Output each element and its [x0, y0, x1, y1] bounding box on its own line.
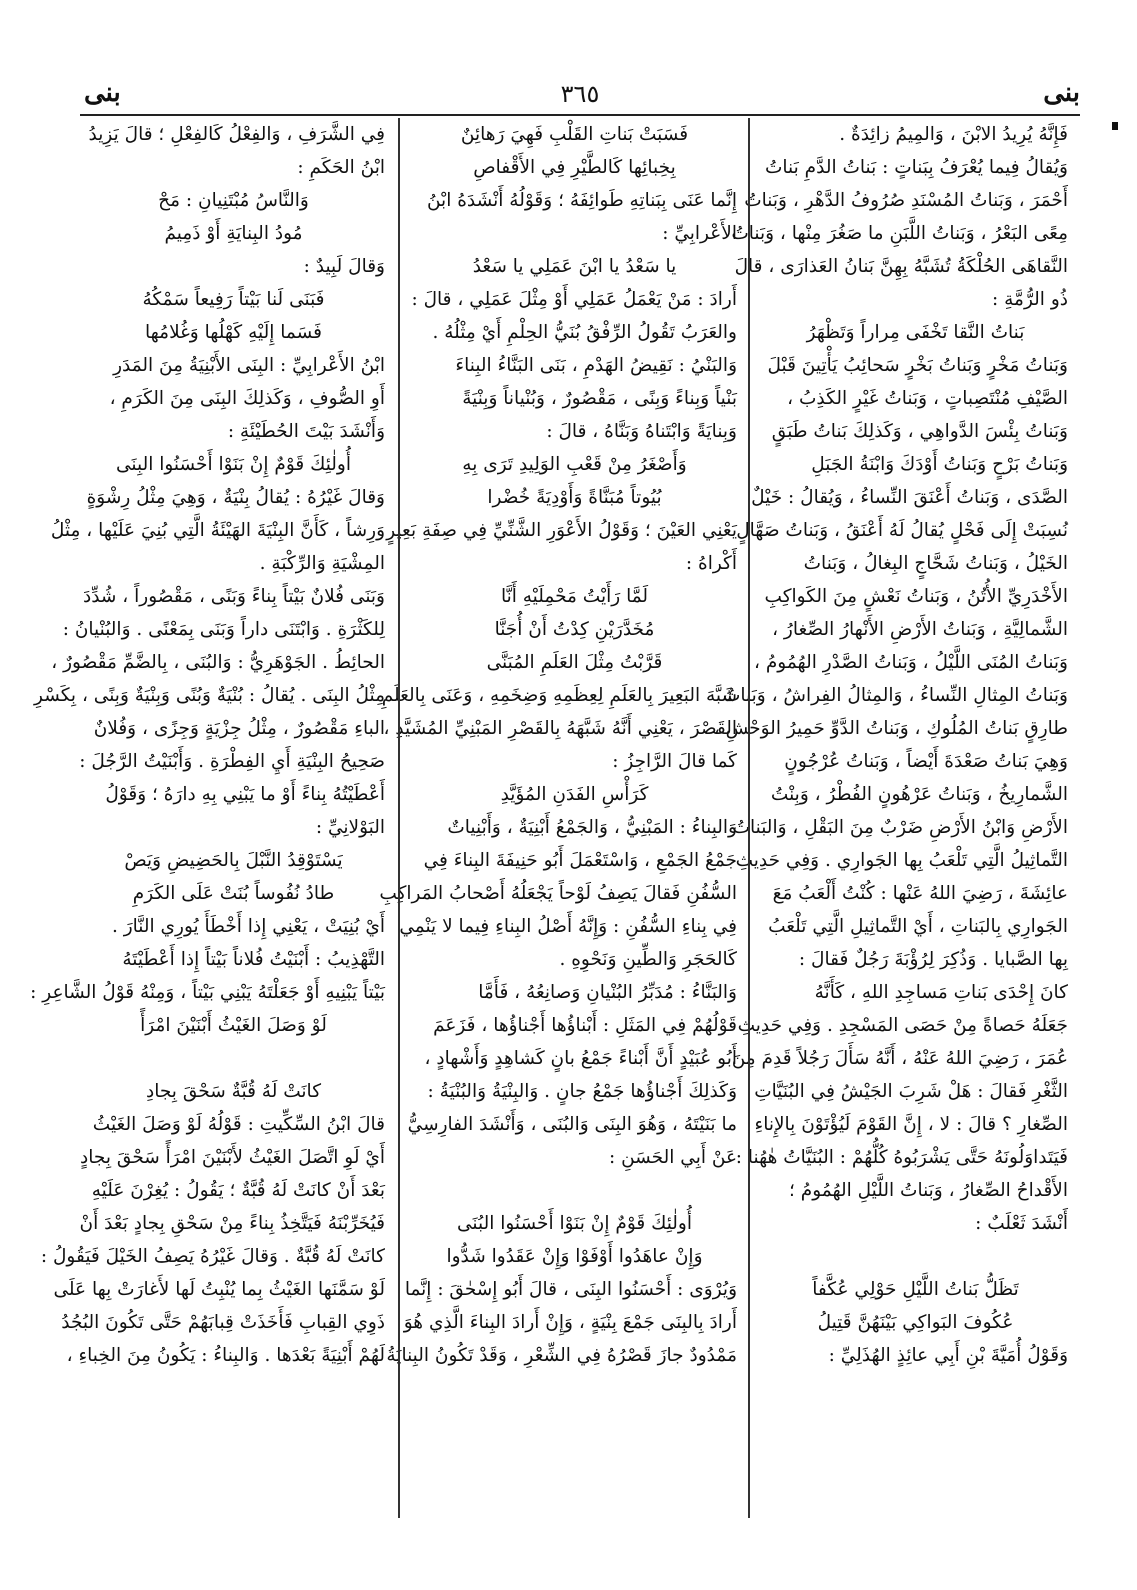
text-line: كانَتْ لَهُ قُبَّةٌ . وَقالَ غَيْرُهُ يَصِفُ الخَيْلَ فَيَقُولُ :: [40, 1246, 385, 1267]
text-line: قَرَّبْتُ مِثْلَ العَلَمِ المُبَنَّى: [486, 652, 663, 673]
text-line: يَسْتَوْقِدُ النَّبْلَ بِالحَضِيضِ وَيَصْ: [124, 850, 343, 871]
column-divider: [748, 118, 750, 1518]
column-divider: [398, 118, 400, 1518]
text-line: الشَّمالِيَّةِ ، وَبَناتُ الأَرْضِ الأَنْهارُ الصِّغارُ ،: [772, 619, 1068, 640]
text-line: جَعَلَهُ حَصاةً مِنْ حَصَى المَسْجِدِ . وَفِي حَدِيثِ: [737, 1015, 1068, 1036]
text-line: أَكْراهُ :: [685, 553, 737, 574]
text-line: فَبَنَى لَنا بَيْتاً رَفِيعاً سَمْكُهُ: [142, 289, 325, 310]
text-line: بِها الصَّبايا . وَذُكِرَ لِرُؤْبَةَ رَجُلٌ فَقالَ :: [798, 949, 1068, 970]
text-line: عَنْ أَبِي الحَسَنِ :: [608, 1147, 737, 1168]
text-line: الأَعْرابِيِّ :: [662, 223, 737, 244]
text-line: وَبَناتُ المُنَى اللَّيْلُ ، وَبَناتُ الصَّدْرِ الهُمُومُ ،: [754, 652, 1068, 673]
header-left-keyword: بنى: [84, 78, 121, 108]
text-line: ذَوِي القِبابِ فَأَخَذَتْ قِبابَهُمْ حَتَّى تَكُونَ البُجُدُ: [61, 1312, 385, 1333]
header-right-keyword: بنى: [1043, 78, 1080, 108]
text-line: جَمْعُ الجَمْعِ ، وَاسْتَعْمَلَ أَبُو حَنِيفَةَ البِناءَ فِي: [423, 850, 737, 871]
text-line: [82, 1042, 385, 1075]
text-line: بَعْدَ أَنْ كانَتْ لَهُ قُبَّةٌ ؛ يَقُولُ : يُغِرْنَ عَلَيْهِ: [91, 1180, 385, 1201]
text-line: ما بَنَيْتَهُ ، وَهُوَ البِنَى وَالبُنَى ، وَأَنْشَدَ الفارِسِيُّ: [407, 1114, 737, 1135]
text-line: أَعْطَيْتُهُ بِناءً أَوْ ما يَبْنِي بِهِ دارَهُ ؛ وَقَوْلُ: [105, 784, 385, 805]
text-line: وَأَصْغَرُ مِنْ قَعْبِ الوَلِيدِ تَرَى بِهِ: [462, 454, 687, 475]
text-line: وَقالَ غَيْرُهُ : يُقالُ بِنْيَةٌ ، وَهِيَ مِثْلُ رِشْوَةٍ: [86, 487, 385, 508]
text-line: البَوْلانِيِّ :: [315, 817, 385, 838]
text-line: ابْنُ الحَكَمِ :: [297, 157, 385, 178]
column-left: [30, 118, 385, 1523]
text-line: وَالبَنَّاءُ : مُدَبِّرُ البُنْيانِ وَصانِعُهُ ، فَأَمَّا: [478, 982, 737, 1003]
page-number: ٣٦٥: [560, 80, 600, 108]
text-line: فَيَتَداوَلُونَهُ حَتَّى يَشْرَبُوهُ كُلُّهُمْ : البُنَيَّاتُ هٰهُنا :: [735, 1147, 1068, 1168]
text-line: وَبَناتُ مَخْرٍ وَبَناتُ بَخْرٍ سَحائِبُ يَأْتِينَ قَبْلَ: [767, 355, 1068, 376]
text-line: التَّهْذِيبُ : أَبْنَيْتُ فُلاناً بَيْتاً إِذا أَعْطَيْتَهُ: [122, 949, 385, 970]
text-line: لَهُمْ أَبْنِيَةً بَعْدَها . وَالبِناءُ : يَكُونُ مِنَ الخِباءِ ،: [66, 1345, 385, 1366]
text-line: أَيْ لَوِ اتَّصَلَ الغَيْثُ لأَبْنَيْنَ امْرَأً سَحْقَ بِجادٍ: [80, 1147, 385, 1168]
text-line: مُودُ البِنايَةِ أَوْ ذَمِيمُ: [164, 223, 303, 244]
text-line: لَمَّا رَأَيْتُ مَحْمِلَيْهِ أَنَّا: [500, 586, 649, 607]
text-line: مِثْلُ البِنَى . يُقالُ : بُنْيَةٌ وَبُنًى وَبِنْيَةٌ وَبِنًى ، بِكَسْرِ: [34, 685, 385, 706]
text-line: بِخِبائِها كَالطَّيْرِ فِي الأَقْفاصِ: [473, 157, 676, 178]
text-line: فَسَما إِلَيْهِ كَهْلُها وَغُلامُها: [145, 322, 322, 343]
text-line: النَّقاهَى الحُلْكَةُ تُشَبَّهُ بِهِنَّ بَنانُ العَذارَى ، قالَ: [734, 256, 1068, 277]
text-line: شَبَّهَ البَعِيرَ بِالعَلَمِ لِعِظَمِهِ وَضِخَمِهِ ، وَعَنَى بِالعَلَمِ: [381, 685, 737, 706]
text-line: وَبَناتُ بِئْسَ الدَّواهِي ، وَكَذلِكَ بَناتُ طَبَقٍ: [771, 421, 1068, 442]
text-line: الباءِ مَقْصُورٌ ، مِثْلُ جِزْيَةٍ وَجِزًى ، وَفُلانٌ: [93, 718, 385, 739]
text-line: وَيُرْوَى : أَحْسَنُوا البِنَى ، قالَ أَبُو إِسْحٰقَ : إِنَّما: [404, 1279, 737, 1300]
text-line: لِلكَثْرَةِ . وَابْتَنَى داراً وَبَنَى بِمَعْنًى . وَالبُنْيانُ :: [62, 619, 385, 640]
text-line: بَنْياً وَبِناءً وَبِنًى ، مَقْصُورٌ ، وَبُنْياناً وَبِنْيَةً: [462, 388, 737, 409]
header-rule: [80, 114, 1080, 116]
text-line: الجَوارِي بِالبَناتِ ، أَيْ التَّماثِيلِ الَّتِي تَلْعَبُ: [768, 916, 1068, 937]
text-line: ابْنُ الأَعْرابِيِّ : البِنَى الأَبْنِيَةُ مِنَ المَدَرِ: [113, 355, 385, 376]
text-line: وَالبَنْيُ : نَقِيضُ الهَدْمِ ، بَنَى البَنَّاءُ البِناءَ: [455, 355, 737, 376]
text-line: لَوْ سَمَّنَها الغَيْثُ بِما يُنْبِتُ لَها لأَغارَتْ بِها عَلَى: [53, 1279, 385, 1300]
text-line: مِعًى البَعْرُ ، وَبَناتُ اللَّبَنِ ما صَغُرَ مِنْها ، وَبَناتُ: [731, 223, 1068, 244]
text-line: [412, 1174, 737, 1207]
text-line: الأَقْداحُ الصِّغارُ ، وَبَناتُ اللَّيْلِ الهُمُومُ ؛: [789, 1180, 1068, 1201]
margin-mark: [1112, 122, 1118, 130]
text-line: بَناتُ النَّقا تَخْفَى مِراراً وَتَظْهَرُ: [806, 322, 1025, 343]
text-line: أَبُو عُبَيْدٍ أَنَّ أَبْناءً جَمْعُ بانٍ كَشاهِدٍ وَأَشْهادٍ ،: [424, 1048, 737, 1069]
text-line: بُيُوتاً مُبَنَّاةً وَأَوْدِيَةً خُضْرا: [487, 487, 662, 508]
text-line: وَكَذلِكَ أَجْناؤُها جَمْعُ جانٍ . وَالبِنْيَةُ وَالبُنْيَةُ :: [427, 1081, 737, 1102]
text-line: أَوِ الصُّوفِ ، وَكَذلِكَ البِنَى مِنَ الكَرَمِ ،: [109, 388, 385, 409]
text-line: كانَتْ لَهُ قُبَّةٌ سَحْقَ بِجادِ: [145, 1081, 322, 1102]
text-line: وَبَناتُ المِثالِ النِّساءُ ، وَالمِثالُ الفِراشُ ، وَبَناتُ: [722, 685, 1068, 706]
text-line: الخَيْلُ ، وَبَناتُ شَحَّاجٍ البِغالُ ، وَبَناتُ: [803, 553, 1068, 574]
text-line: والعَرَبُ تَقُولُ الرِّفْقُ بُنَيُّ الحِلْمِ أَيْ مِثْلُهُ .: [432, 322, 737, 343]
text-line: تَظَلُّ بَناتُ اللَّيْلِ حَوْلِي عُكَّفاً: [812, 1279, 1019, 1300]
text-line: وَيُقالُ فِيما يُعْرَفُ بِبَناتٍ : بَناتُ الدَّمِ بَناتُ: [764, 157, 1068, 178]
text-line: قَوْلُهُمْ فِي المَثَلِ : أَبْناؤُها أَجْناؤُها ، فَزَعَمَ: [433, 1015, 737, 1036]
text-line: أُولٰئِكَ قَوْمٌ إِنْ بَنَوْا أَحْسَنُوا البُنَى: [456, 1213, 693, 1234]
text-line: أَرادَ بِالبِنَى جَمْعَ بِنْيَةٍ ، وَإِنْ أَرادَ البِناءَ الَّذِي هُوَ: [403, 1312, 737, 1333]
text-line: وَالنَّاسُ مُبْتَنِيانِ : مَحْ: [158, 190, 309, 211]
text-line: الصِّغارِ ؟ قالَ : لا ، إِنَّ القَوْمَ لَيُؤْتَوْنَ بِالإِناءِ: [754, 1114, 1068, 1135]
text-line: أُولٰئِكَ قَوْمٌ إِنْ بَنَوْا أَحْسَنُوا البِنَى: [115, 454, 352, 475]
text-line: أَحْمَرَ ، وَبَناتُ المُسْنَدِ صُرُوفُ الدَّهْرِ ، وَبَناتُ: [744, 190, 1068, 211]
text-line: كَرَأْسِ الفَدَنِ المُؤَيَّدِ: [500, 784, 649, 805]
text-line: لَوْ وَصَلَ الغَيْثُ أَبْنَيْنَ امْرَأً: [140, 1015, 327, 1036]
text-line: السُّفُنِ فَقالَ يَصِفُ لَوْحاً يَجْعَلُهُ أَصْحابُ المَراكِبِ: [379, 883, 737, 904]
text-line: وَرِشاً ، كَأَنَّ البِنْيَةَ الهَيْئَةُ الَّتِي بُنِيَ عَلَيْها ، مِثْلُ: [50, 520, 385, 541]
text-line: قالَ ابْنُ السِّكِّيتِ : قَوْلُهُ لَوْ وَصَلَ الغَيْثُ: [92, 1114, 385, 1135]
text-line: طادُ نُفُوساً بُنَتْ عَلَى الكَرَمِ: [132, 883, 335, 904]
text-line: صَحِيحُ البِنْيَةِ أَيِ الفِطْرَةِ . وَأَبْنَيْتُ الرَّجُلَ :: [79, 751, 385, 772]
page-header: [80, 78, 1080, 118]
text-line: أَنْشَدَ ثَعْلَبٌ :: [975, 1213, 1068, 1234]
text-line: القَصْرَ ، يَعْنِي أَنَّهُ شَبَّهَهُ بِالقَصْرِ المَبْنِيِّ المُشَيَّدِ ،: [383, 718, 737, 739]
text-line: كَالحَجَرِ وَالطِّينِ وَنَحْوِهِ .: [559, 949, 737, 970]
text-line: عُكُوفَ البَواكِي بَيْنَهُنَّ قَتِيلُ: [817, 1312, 1014, 1333]
text-line: أَيْ بُنِيَتْ ، يَعْنِي إِذا أَخْطَأَ يُورِي النَّارَ .: [111, 916, 385, 937]
text-line: الصَّدَى ، وَبَناتُ أَعْنَقَ النِّساءُ ، وَيُقالُ : خَيْلٌ: [751, 487, 1068, 508]
text-line: وَإِنْ عاهَدُوا أَوْفَوْا وَإِنْ عَقَدُوا شَدُّوا: [446, 1246, 703, 1267]
text-line: التَّماثِيلُ الَّتِي تَلْعَبُ بِها الجَوارِي . وَفِي حَدِيثِ: [735, 850, 1068, 871]
text-line: فَيُخَرِّبْنَهُ فَيَتَّخِذُ بِناءً مِنْ سَحْقِ بِجادٍ بَعْدَ أَنْ: [79, 1213, 385, 1234]
text-line: الحائِطُ . الجَوْهَرِيُّ : وَالبُنَى ، بِالضَّمِّ مَقْصُورٌ ،: [51, 652, 385, 673]
text-line: فَإِنَّهُ يُرِيدُ الابْنَ ، وَالمِيمُ زائِدَةٌ .: [839, 124, 1068, 145]
text-line: وَالبِناءُ : المَبْنِيُّ ، وَالجَمْعُ أَبْنِيَةٌ ، وَأَبْنِياتٌ: [447, 817, 737, 838]
text-line: يَعْنِي العَيْنَ ؛ وَقَوْلُ الأَعْوَرِ الشَّنِّيِّ فِي صِفَةِ بَعِيرٍ: [386, 520, 737, 541]
text-line: كانَ إِحْدَى بَناتِ مَساجِدِ اللهِ ، كَأَنَّهُ: [814, 982, 1068, 1003]
text-line: ذُو الرُّمَّةِ :: [992, 289, 1068, 310]
text-line: يا سَعْدُ يا ابْنَ عَمَلِي يا سَعْدُ: [472, 256, 677, 277]
column-right: [713, 118, 1068, 1523]
text-line: الصَّيْفِ مُنْتَصِباتٍ ، وَبَناتُ غَيْرٍ الكَذِبُ ،: [787, 388, 1068, 409]
text-line: عائِشَةَ ، رَضِيَ اللهُ عَنْها : كُنْتُ أَلْعَبُ مَعَ: [772, 883, 1068, 904]
text-line: الشَّمارِيخُ ، وَبَناتُ عَرْهُونٍ الفُطْرُ ، وَبِنْتُ: [770, 784, 1068, 805]
text-line: وَقَوْلُ أُمَيَّةَ بْنِ أَبِي عائِذٍ الهُذَلِيِّ :: [828, 1345, 1068, 1366]
text-line: مَمْدُودٌ جازَ قَصْرُهُ فِي الشِّعْرِ ، وَقَدْ تَكُونُ البِنايَةُ: [386, 1345, 737, 1366]
text-line: وَبِنايَةً وَابْتَناهُ وَبَنَّاهُ ، قالَ :: [546, 421, 737, 442]
text-line: نُسِبَتْ إِلَى فَحْلٍ يُقالُ لَهُ أَعْنَقُ ، وَبَناتُ صَهَّالٍ: [736, 520, 1068, 541]
text-line: وَبَنَى فُلانٌ بَيْتاً بِناءً وَبَنًى ، مَقْصُوراً ، شُدِّدَ: [82, 586, 385, 607]
text-line: المِشْيَةِ وَالرِّكْبَةِ .: [259, 553, 385, 574]
text-line: بَيْتاً يَبْنِيهِ أَوْ جَعَلْتَهُ يَبْنِي بَيْتاً ، وَمِنْهُ قَوْلُ الشَّاعِرِ :: [30, 982, 385, 1003]
text-line: طارِقٍ بَناتُ المُلُوكِ ، وَبَناتُ الدَّوِّ حَمِيرُ الوَحْشِ ،: [713, 718, 1068, 739]
text-line: [763, 1240, 1068, 1273]
text-line: وَهِيَ بَناتُ صَعْدَةَ أَيْضاً ، وَبَناتُ عُرْجُونٍ: [784, 751, 1068, 772]
text-line: وَأَنْشَدَ بَيْتَ الحُطَيْئَةِ :: [227, 421, 385, 442]
text-line: مُخَدَّرَيْنِ كِدْتُ أَنْ أُجَنَّا: [494, 619, 655, 640]
text-line: وَبَناتُ بَرْحٍ وَبَناتُ أَوْدَكَ وَابْنَةُ الجَبَلِ: [811, 454, 1068, 475]
text-line: فَسَبَتْ بَناتِ القَلْبِ فَهِيَ رَهائِنٌ: [460, 124, 689, 145]
text-line: الأَخْدَرِيِّ الأُتُنُ ، وَبَناتُ نَعْشٍ مِنَ الكَواكِبِ: [764, 586, 1068, 607]
text-line: فِي الشَّرَفِ ، وَالفِعْلُ كَالفِعْلِ ؛ قالَ يَزِيدُ: [88, 124, 385, 145]
text-line: إِنَّما عَنَى بِبَناتِهِ طَوائِفَهُ ؛ وَقَوْلُهُ أَنْشَدَهُ ابْنُ: [426, 190, 737, 211]
text-line: فِي بِناءِ السُّفُنِ : وَإِنَّهُ أَصْلُ البِناءِ فِيما لا يَنْمِي: [399, 916, 737, 937]
text-line: الثَّغْرِ فَقالَ : هَلْ شَرِبَ الجَيْشُ فِي البُنَيَّاتِ: [754, 1081, 1068, 1102]
text-line: وَقالَ لَبِيدٌ :: [303, 256, 385, 277]
text-line: الأَرْضِ وَابْنُ الأَرْضِ ضَرْبٌ مِنَ البَقْلِ ، وَالبَناتُ: [732, 817, 1068, 838]
text-line: أَرادَ : مَنْ يَعْمَلُ عَمَلِي أَوْ مِثْلَ عَمَلِي ، قالَ :: [411, 289, 737, 310]
text-line: عُمَرَ ، رَضِيَ اللهُ عَنْهُ ، أَنَّهُ سَأَلَ رَجُلاً قَدِمَ مِنَ: [731, 1048, 1068, 1069]
text-line: كَما قالَ الرَّاجِزُ :: [612, 751, 737, 772]
column-middle: [379, 118, 737, 1523]
